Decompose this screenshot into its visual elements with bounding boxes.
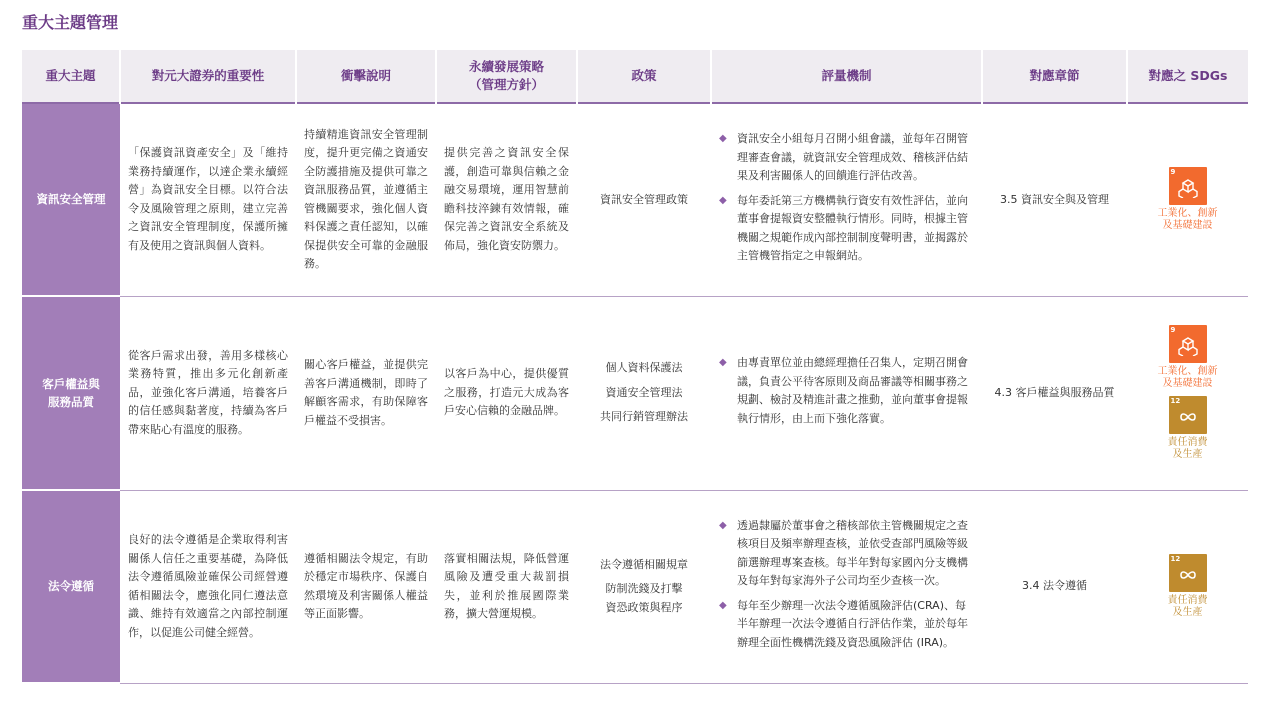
- policy-cell: [577, 296, 711, 490]
- sdg-9-industry-icon: 9: [1169, 167, 1207, 205]
- column-header-policy: 政策: [577, 50, 711, 103]
- topic-cell: 客戶權益與 服務品質: [22, 296, 120, 490]
- sdg-9-caption: 工業化、創新 及基礎建設: [1157, 366, 1218, 389]
- strategy-cell: 落實相關法規，降低營運風險及遭受重大裁罰損失，並利於推展國際業務，擴大營運規模。: [436, 490, 577, 683]
- sdg-12-badge: [1135, 554, 1240, 619]
- importance-cell: 從客戶需求出發，善用多樣核心業務特質，推出多元化創新產品，並強化客戶溝通，培養客戶的信任感與黏著度，持續為客戶帶來貼心有溫度的服務。: [120, 296, 296, 490]
- sdg-cell: [1127, 296, 1248, 490]
- column-header-topic: 重大主題: [22, 50, 120, 103]
- chapter-cell: 4.3 客戶權益與服務品質: [982, 296, 1127, 490]
- policy-cell: [577, 490, 711, 683]
- sdg-9-badge: [1135, 325, 1240, 390]
- sdg-12-caption: 責任消費 及生產: [1167, 595, 1208, 618]
- table-row: [22, 296, 1248, 490]
- sdg-9-badge: [1135, 167, 1240, 232]
- impact-cell: 持續精進資訊安全管理制度，提升更完備之資通安全防護措施及提供可靠之資訊服務品質，並遵循主管機關要求，強化個人資料保護之責任認知，以確保提供安全可靠的金融服務。: [296, 103, 436, 296]
- mechanism-cell: [711, 296, 982, 490]
- table-row: [22, 103, 1248, 296]
- sdg-cell: [1127, 103, 1248, 296]
- policy-item: 資訊安全管理政策: [600, 192, 688, 206]
- table-header-row: [22, 50, 1248, 103]
- column-header-strategy: 永續發展策略 （管理方針）: [436, 50, 577, 103]
- mechanism-item: ◆ 透過隸屬於董事會之稽核部依主管機關規定之查核項目及頻率辦理查核，並依受查部門風險等級篩選辦理專案查核。每半年對每家國內分支機構及每年對每家海外子公司均至少查核一次。: [719, 517, 974, 591]
- policy-item: 資通安全管理法: [605, 385, 683, 399]
- table-row: [22, 490, 1248, 683]
- policy-item: 防制洗錢及打擊 資恐政策與程序: [605, 582, 683, 614]
- topic-cell: 資訊安全管理: [22, 103, 120, 296]
- mechanism-item: ◆ 由專責單位並由總經理擔任召集人，定期召開會議，負責公平待客原則及商品審議等相關事務之規劃、檢討及精進計畫之推動，並向董事會提報執行情形，由上而下強化落實。: [719, 354, 974, 428]
- column-header-mechanism: 評量機制: [711, 50, 982, 103]
- sdg-9-caption: 工業化、創新 及基礎建設: [1157, 208, 1218, 232]
- sdg-12-infinity-icon: 12: [1169, 396, 1207, 434]
- sdg-9-industry-icon: 9: [1169, 325, 1207, 363]
- impact-cell: 關心客戶權益，並提供完善客戶溝通機制，即時了解顧客需求，有助保障客戶權益不受損害。: [296, 296, 436, 490]
- strategy-cell: 以客戶為中心，提供優質之服務，打造元大成為客戶安心信賴的金融品牌。: [436, 296, 577, 490]
- policy-item: 法令遵循相關規章: [600, 557, 688, 571]
- sdg-12-infinity-icon: 12: [1169, 554, 1207, 592]
- mechanism-cell: [711, 490, 982, 683]
- page-title: 重大主題管理: [22, 13, 119, 32]
- sdg-12-badge: [1135, 396, 1240, 461]
- policy-cell: [577, 103, 711, 296]
- mechanism-item: ◆ 每年至少辦理一次法令遵循風險評估(CRA)、每半年辦理一次法令遵循自行評估作業，並於每年辦理全面性機構洗錢及資恐風險評估 (IRA)。: [719, 597, 974, 653]
- column-header-impact: 衝擊說明: [296, 50, 436, 103]
- column-header-importance: 對元大證券的重要性: [120, 50, 296, 103]
- topic-cell: 法令遵循: [22, 490, 120, 683]
- strategy-cell: 提供完善之資訊安全保護，創造可靠與信賴之金融交易環境，運用智慧前瞻科技淬鍊有效情報，確保完善之資訊安全系統及佈局，強化資安防禦力。: [436, 103, 577, 296]
- column-header-sdgs: 對應之 SDGs: [1127, 50, 1248, 103]
- mechanism-cell: [711, 103, 982, 296]
- chapter-cell: 3.4 法令遵循: [982, 490, 1127, 683]
- material-topics-table: [22, 50, 1248, 684]
- policy-item: 個人資料保護法: [605, 361, 683, 375]
- mechanism-item: ◆ 每年委託第三方機構執行資安有效性評估，並向董事會提報資安整體執行情形。同時，根據主管機關之規範作成內部控制制度聲明書，並揭露於主管機管指定之申報網站。: [719, 192, 974, 266]
- importance-cell: 「保護資訊資產安全」及「維持業務持續運作，以達企業永續經營」為資訊安全目標。以符合法令及風險管理之原則，建立完善之資訊安全管理制度，保護所擁有及使用之資訊與個人資料。: [120, 103, 296, 296]
- policy-item: 共同行銷管理辦法: [600, 410, 688, 424]
- importance-cell: 良好的法令遵循是企業取得利害關係人信任之重要基礎，為降低法令遵循風險並確保公司經營遵循相關法令，應強化同仁遵法意識、維持有效適當之內部控制運作，以促進公司健全經營。: [120, 490, 296, 683]
- sdg-cell: [1127, 490, 1248, 683]
- mechanism-item: ◆ 資訊安全小組每月召開小組會議，並每年召開管理審查會議，就資訊安全管理成效、稽核評估結果及利害關係人的回饋進行評估改善。: [719, 130, 974, 186]
- column-header-chapter: 對應章節: [982, 50, 1127, 103]
- impact-cell: 遵循相關法令規定，有助於穩定市場秩序、保護自然環境及利害關係人權益等正面影響。: [296, 490, 436, 683]
- sdg-12-caption: 責任消費 及生產: [1167, 437, 1208, 460]
- chapter-cell: 3.5 資訊安全與及管理: [982, 103, 1127, 296]
